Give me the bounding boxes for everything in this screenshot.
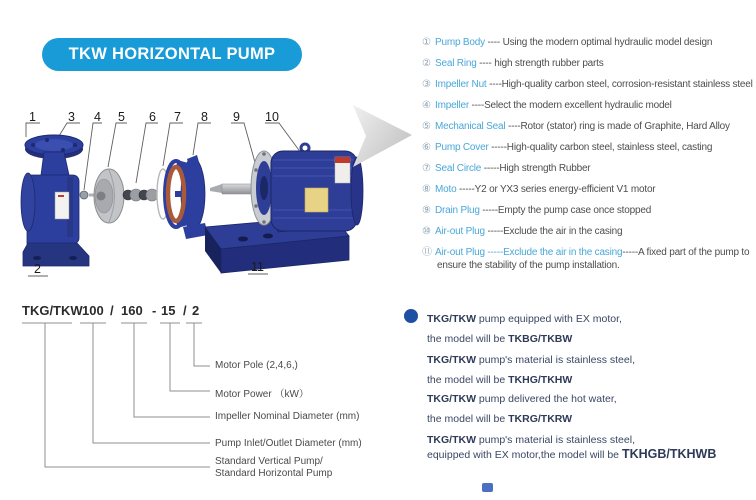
part-name: Pump Cover [435,142,489,153]
part-name: Mechanical Seal [435,121,506,132]
part-desc: ----High-quality carbon steel, corrosion-resistant stainless steel [486,79,753,90]
part-number: ⑤ [422,121,431,132]
mechanical-seal-part [123,189,158,201]
part-item-6 [422,141,756,154]
callout-3: 3 [68,110,75,124]
part-name: Impeller [435,100,469,111]
part-desc: ---- Using the modern optimal hydraulic model design [484,37,713,48]
model-segment-inlet: 100 [82,303,104,318]
part-name: Drain Plug [435,205,480,216]
note-text: the model will be [427,374,509,386]
model-separator-dash: - [152,303,157,318]
part-item-9 [422,204,756,217]
callout-1: 1 [29,110,36,124]
part-item-3 [422,78,756,91]
part-item-4 [422,99,756,112]
part-item-1 [422,36,756,49]
pump-cover-part [165,155,208,239]
part-desc: -----A fixed part of the pump to ensure the stability of the pump installation. [437,247,750,271]
part-number: ⑥ [422,142,431,153]
model-segment-impeller: 160 [121,303,143,318]
note-code-large: TKHGB/TKHWB [621,447,717,461]
part-item-8 [422,183,756,196]
callout-8: 8 [201,110,208,124]
title-banner [42,38,302,71]
label-standard-pump [215,456,332,480]
callout-5: 5 [118,110,125,124]
model-separator-slash: / [110,303,114,318]
motor-part [210,144,363,232]
note-line [427,354,716,366]
part-number: ⑩ [422,226,431,237]
part-name: Moto [435,184,457,195]
part-item-2 [422,57,756,70]
part-desc: ----Select the modern excellent hydraulic model [468,100,672,111]
arrow-shape [353,105,412,167]
note-line [427,313,716,325]
note-line [427,393,716,405]
note-code: TKBG/TKBW [508,333,573,345]
callout-7: 7 [174,110,181,124]
note-line [427,413,716,425]
note-pre: TKG/TKW [427,434,476,446]
note-line [427,333,716,345]
part-name: Air-out Plug -----Exclude the air in the casing [435,247,623,258]
part-desc: -----High-quality carbon steel, stainless steel, casting [488,142,713,153]
part-desc: -----Exclude the air in the casing [484,226,623,237]
part-item-5 [422,120,756,133]
note-text: pump equipped with EX motor, [476,313,622,325]
part-number: ④ [422,100,431,111]
part-item-7 [422,162,756,175]
callout-6: 6 [149,110,156,124]
label-standard-line1: Standard Vertical Pump/ [215,456,323,467]
model-segment-pole: 2 [192,303,200,318]
callout-11: 11 [251,260,264,274]
part-name: Air-out Plug [435,226,485,237]
callout-2: 2 [34,262,41,276]
note-text: pump's material is stainless steel, [476,354,635,366]
label-motor-pole: Motor Pole (2,4,6,) [215,360,298,371]
label-standard-line2: Standard Horizontal Pump [215,468,333,479]
note-code: TKHG/TKHW [508,374,573,386]
part-name: Impeller Nut [435,79,487,90]
callout-4: 4 [94,110,101,124]
part-number: ⑪ [422,247,432,258]
part-name: Pump Body [435,37,485,48]
model-segment-power: 15 [161,303,176,318]
part-number: ⑧ [422,184,431,195]
part-desc: ---- high strength rubber parts [476,58,604,69]
note-text: the model will be [427,413,509,425]
label-inlet-outlet: Pump Inlet/Outlet Diameter (mm) [215,438,362,449]
label-motor-power: Motor Power （kW） [215,389,309,400]
footer-logo-mark [482,483,493,492]
model-variant-notes [427,307,716,461]
callout-10: 10 [265,110,279,124]
note-code: TKRG/TKRW [508,413,573,425]
note-line [427,434,716,446]
part-desc: -----Empty the pump case once stopped [479,205,652,216]
part-item-11 [422,246,756,272]
part-desc: ----Rotor (stator) ring is made of Graphite, Hard Alloy [505,121,730,132]
part-number: ③ [422,79,431,90]
note-line [427,448,716,461]
part-desc: -----High strength Rubber [481,163,591,174]
note-pre: TKG/TKW [427,313,476,325]
model-segment-series: TKG/TKW [22,303,83,318]
note-text: pump's material is stainless steel, [476,434,635,446]
part-desc: -----Y2 or YX3 series energy-efficient V1 motor [456,184,656,195]
pump-body-part [21,135,89,266]
note-text: equipped with EX motor,the model will be [427,449,622,461]
part-item-10 [422,225,756,238]
callout-9: 9 [233,110,240,124]
part-number: ⑨ [422,205,431,216]
label-impeller-diameter: Impeller Nominal Diameter (mm) [215,411,360,422]
parts-list [422,36,756,280]
model-separator-slash2: / [183,303,187,318]
impeller-part [94,169,124,223]
note-text: pump delivered the hot water, [476,393,617,405]
note-text: the model will be [427,333,509,345]
part-number: ⑦ [422,163,431,174]
direction-arrow [350,98,416,172]
impeller-nut-part [80,191,88,199]
pump-exploded-diagram [15,100,365,290]
page-title: TKW HORIZONTAL PUMP [68,45,276,63]
bullet-dot [404,309,418,323]
note-pre: TKG/TKW [427,393,476,405]
part-name: Seal Circle [435,163,482,174]
note-line [427,374,716,386]
part-number: ① [422,37,431,48]
note-pre: TKG/TKW [427,354,476,366]
part-number: ② [422,58,431,69]
part-name: Seal Ring [435,58,477,69]
